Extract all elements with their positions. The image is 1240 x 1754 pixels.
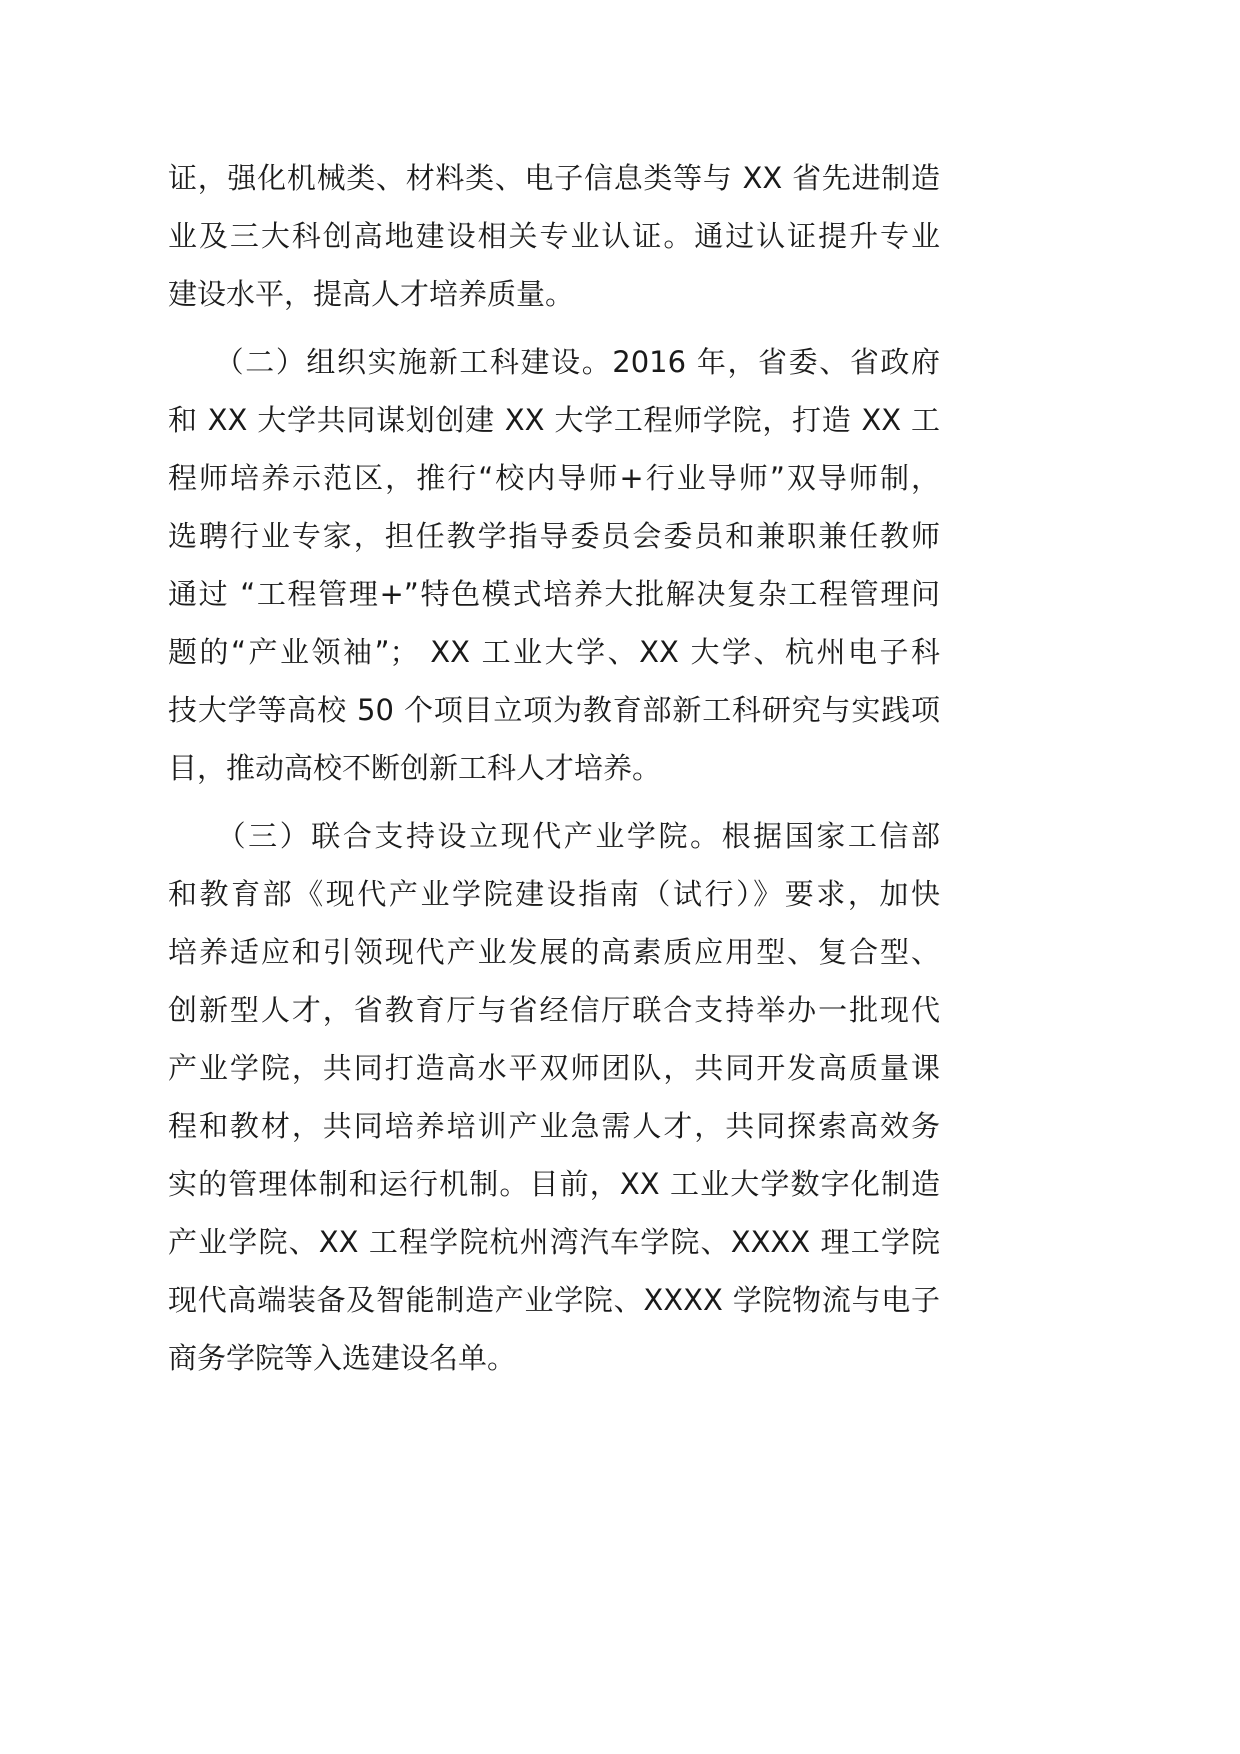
text-line: 程师培养示范区，推行“校内导师+行业导师”双导师制，: [168, 461, 940, 495]
text-line: 产业学院、XX 工程学院杭州湾汽车学院、XXXX 理工学院: [168, 1225, 940, 1259]
text-line: 程和教材，共同培养培训产业急需人才，共同探索高效务: [168, 1109, 940, 1143]
paragraph-professional-certification: [168, 149, 940, 323]
text-line: （二）组织实施新工科建设。2016 年，省委、省政府: [168, 345, 940, 379]
text-line: 目，推动高校不断创新工科人才培养。: [168, 751, 662, 785]
text-line: 证，强化机械类、材料类、电子信息类等与 XX 省先进制造: [168, 161, 940, 195]
paragraph-new-engineering: [168, 333, 940, 797]
text-line: 建设水平，提高人才培养质量。: [168, 277, 575, 311]
text-line: 技大学等高校 50 个项目立项为教育部新工科研究与实践项: [168, 693, 940, 727]
text-line: 和 XX 大学共同谋划创建 XX 大学工程师学院，打造 XX 工: [168, 403, 940, 437]
text-line: 和教育部《现代产业学院建设指南（试行）》要求，加快: [168, 877, 940, 911]
text-line: （三）联合支持设立现代产业学院。根据国家工信部: [168, 819, 940, 853]
paragraph-industry-colleges: [168, 807, 940, 1387]
text-line: 商务学院等入选建设名单。: [168, 1341, 517, 1375]
text-line: 产业学院，共同打造高水平双师团队，共同开发高质量课: [168, 1051, 940, 1085]
text-line: 选聘行业专家，担任教学指导委员会委员和兼职兼任教师: [168, 519, 940, 553]
text-line: 现代高端装备及智能制造产业学院、XXXX 学院物流与电子: [168, 1283, 940, 1317]
text-line: 业及三大科创高地建设相关专业认证。通过认证提升专业: [168, 219, 940, 253]
text-line: 通过 “工程管理+”特色模式培养大批解决复杂工程管理问: [168, 577, 940, 611]
text-line: 创新型人才，省教育厅与省经信厅联合支持举办一批现代: [168, 993, 940, 1027]
text-line: 题的“产业领袖”； XX 工业大学、XX 大学、杭州电子科: [168, 635, 940, 669]
text-line: 实的管理体制和运行机制。目前，XX 工业大学数字化制造: [168, 1167, 940, 1201]
text-line: 培养适应和引领现代产业发展的高素质应用型、复合型、: [168, 935, 940, 969]
document-page: [168, 149, 940, 1397]
